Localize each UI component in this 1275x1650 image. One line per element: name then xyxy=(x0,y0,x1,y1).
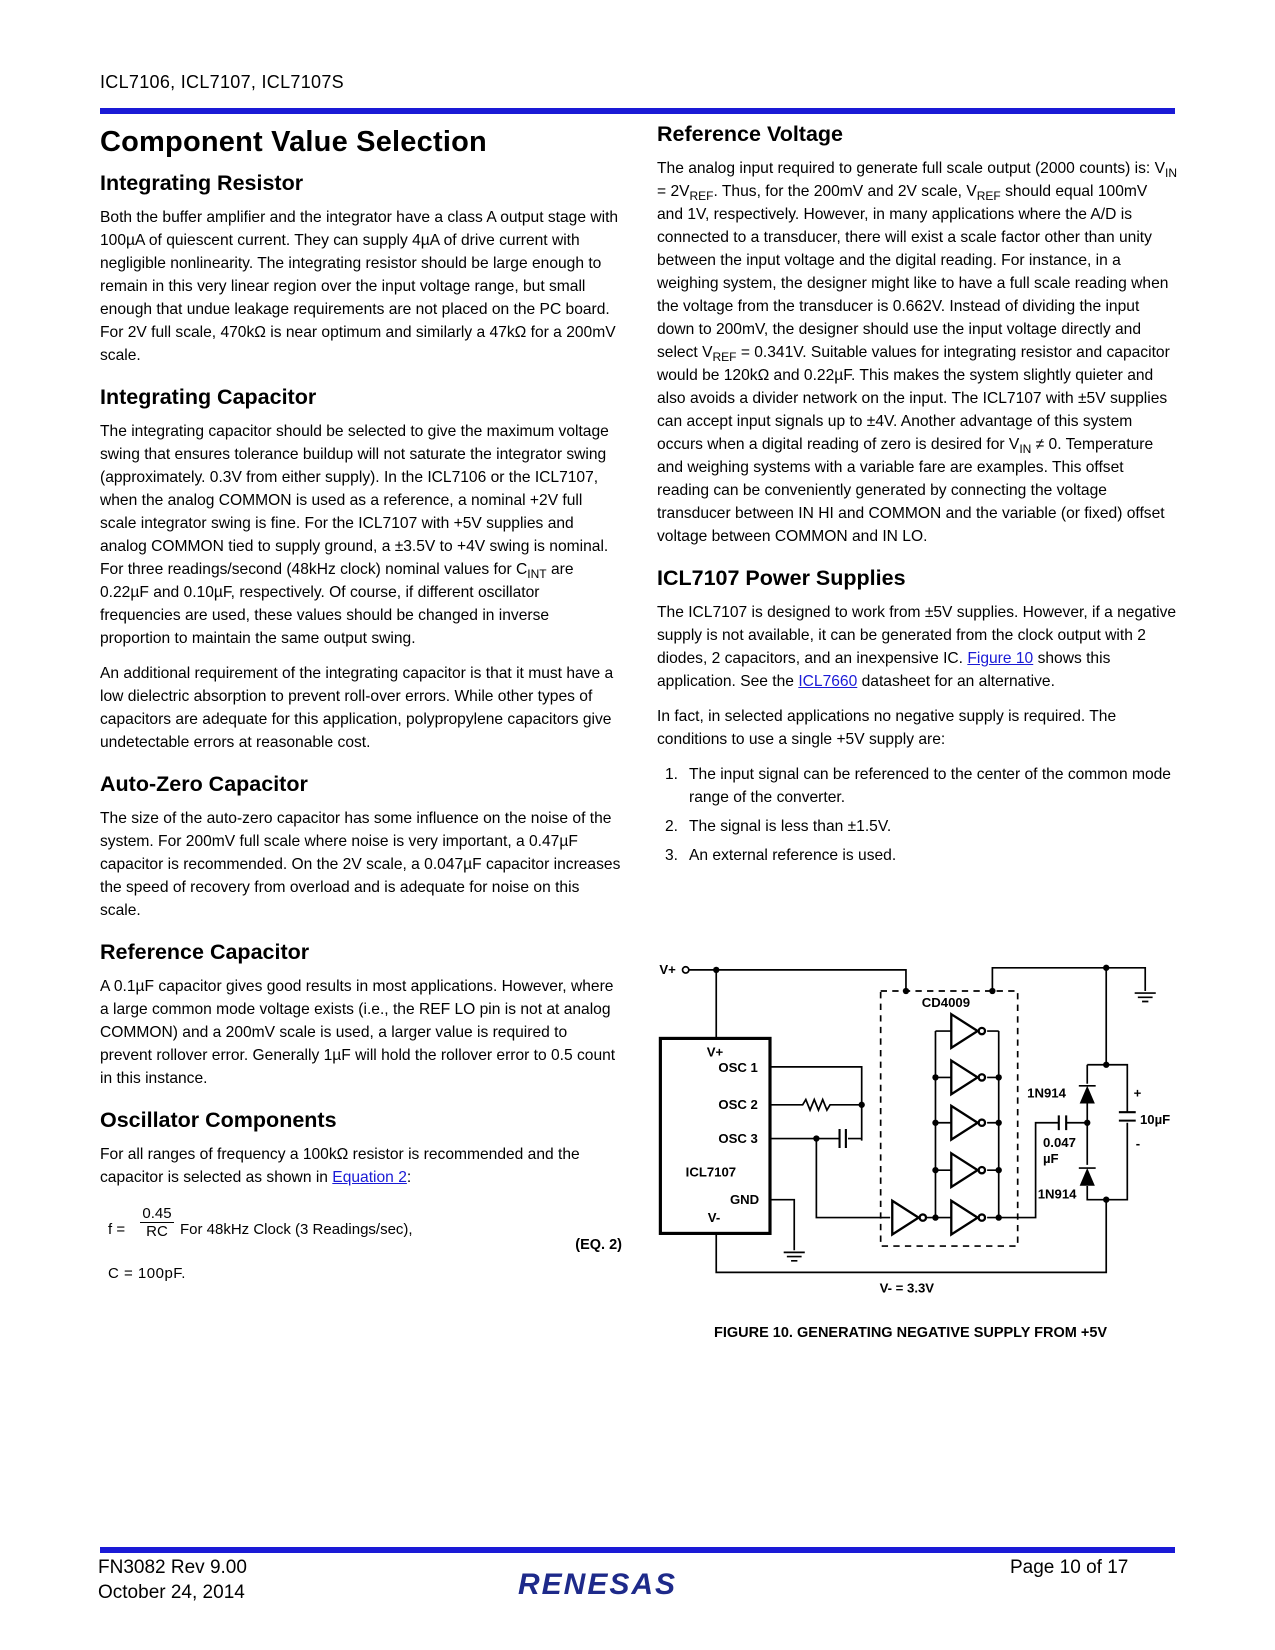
subscript: REF xyxy=(689,189,714,203)
doc-date: October 24, 2014 xyxy=(98,1582,245,1603)
text: shows this application. See the xyxy=(657,650,1111,690)
section-heading: Integrating Capacitor xyxy=(100,385,317,409)
text: = 2V xyxy=(657,183,690,200)
wires xyxy=(660,967,1155,1273)
figure-10-circuit xyxy=(653,954,1180,1302)
section-reference-voltage xyxy=(657,122,1177,548)
section-heading: Integrating Resistor xyxy=(100,171,304,195)
running-header: ICL7106, ICL7107, ICL7107S xyxy=(100,72,344,92)
denominator: RC xyxy=(146,1223,168,1240)
equation-2 xyxy=(100,1201,622,1281)
icl7660-link[interactable]: ICL7660 xyxy=(798,673,858,690)
text: : xyxy=(406,1169,412,1186)
label-vminus-out: V- = 3.3V xyxy=(879,1280,935,1296)
label-ic-vplus: V+ xyxy=(706,1044,724,1060)
section-integrating-capacitor xyxy=(100,385,622,754)
text: The integrating capacitor should be selected to give the maximum voltage swing that ensures tolerance buildup will not saturate the integrator swing (approximately. 0.3V from either supply). In the ICL7106 or the ICL7107, when the analog COMMON is used as a reference, a nominal +2V full scale integrator swing is fine. For the ICL7107 with +5V supplies and analog COMMON tied to supply ground, a ±3.5V to +4V swing is nominal. For three readings/second (48kHz clock) nominal values for C xyxy=(100,423,609,578)
text: datasheet for an alternative. xyxy=(857,673,1055,690)
paragraph: In fact, in selected applications no negative supply is required. The conditions to use a single +5V supply are: xyxy=(657,708,1117,748)
page-number: Page 10 of 17 xyxy=(1010,1557,1129,1578)
eq-number: (EQ. 2) xyxy=(575,1237,622,1253)
label-osc2: OSC 2 xyxy=(718,1097,758,1113)
list-item xyxy=(665,763,1177,809)
subscript: REF xyxy=(712,350,737,364)
footer-rule xyxy=(100,1547,1175,1553)
subscript: IN xyxy=(1165,166,1177,180)
section-heading: ICL7107 Power Supplies xyxy=(657,566,906,590)
paragraph xyxy=(100,1143,622,1189)
text: should equal 100mV and 1V, respectively. However, in many applications where the A/D is connected to a transducer, there will exist a scale factor other than unity between the input voltage and the digital reading. For instance, in a weighing system, the designer might like to have a full scale reading when the voltage from the transducer is 0.662V. Instead of dividing the input down to 200mV, the designer should use the input voltage directly and select V xyxy=(657,183,1169,361)
paragraph: A 0.1µF capacitor gives good results in most applications. However, where a large common mode voltage exists (i.e., the REF LO pin is not at analog COMMON) and a 200mV scale is used, a larger value is required to prevent rollover error. Generally 1µF will hold the rollover error to 0.5 count in this instance. xyxy=(100,978,616,1087)
section-integrating-resistor xyxy=(100,171,622,367)
paragraph: Both the buffer amplifier and the integrator have a class A output stage with 100µA of quiescent current. They can supply 4µA of drive current with negligible nonlinearity. The integrating resistor should be large enough to remain in this very linear region over the input voltage range, but small enough that undue leakage requirements are not placed on the PC board. For 2V full scale, 470kΩ is near optimum and similarly a 47kΩ for a 200mV scale. xyxy=(100,209,619,364)
inverters xyxy=(892,1014,985,1234)
text: ≠ 0. Temperature and weighing systems with a variable fare are examples. This offset reading can be conveniently generated by connecting the voltage transducer between IN HI and COMMON and the variable (or fixed) offset voltage between COMMON and IN LO. xyxy=(657,436,1165,545)
label-vplus: V+ xyxy=(659,962,676,978)
renesas-logo: RENESAS xyxy=(518,1568,678,1601)
label-diode-2: 1N914 xyxy=(1037,1186,1077,1202)
label-cap-10uf: 10µF xyxy=(1139,1111,1171,1127)
doc-number: FN3082 Rev 9.00 xyxy=(98,1557,247,1578)
list-text: The signal is less than ±1.5V. xyxy=(689,818,892,835)
section-heading: Auto-Zero Capacitor xyxy=(100,772,308,796)
section-heading: Oscillator Components xyxy=(100,1108,337,1132)
text: The ICL7107 is designed to work from ±5V supplies. However, if a negative supply is not available, it can be generated from the clock output with 2 diodes, 2 capacitors, and an inexpensive IC. xyxy=(657,604,1177,667)
fraction xyxy=(140,1205,174,1240)
text: are 0.22µF and 0.10µF, respectively. Of course, if different oscillator frequencies are used, these values should be changed in inverse proportion to maintain the same output swing. xyxy=(100,561,574,647)
list-number: 3. xyxy=(665,847,679,864)
left-column xyxy=(100,122,622,1299)
list-number: 2. xyxy=(665,818,679,835)
paragraph: The size of the auto-zero capacitor has some influence on the noise of the system. For 200mV full scale where noise is very important, a 0.47µF capacitor is recommended. On the 2V scale, a 0.047µF capacitor increases the speed of recovery from overload and is adequate for noise on this scale. xyxy=(100,810,621,919)
label-ic-vminus: V- xyxy=(707,1209,721,1225)
section-heading: Reference Capacitor xyxy=(100,940,310,964)
label-plus: + xyxy=(1133,1085,1142,1101)
conditions-list xyxy=(665,763,1177,867)
label-minus: - xyxy=(1135,1136,1141,1152)
section-auto-zero-capacitor xyxy=(100,772,622,922)
subscript: INT xyxy=(527,567,547,581)
text: The analog input required to generate full scale output (2000 counts) is: V xyxy=(657,160,1165,177)
label-ic-name: ICL7107 xyxy=(685,1164,737,1180)
equation-2-link[interactable]: Equation 2 xyxy=(332,1169,407,1186)
numerator: 0.45 xyxy=(140,1205,174,1223)
section-power-supplies xyxy=(657,566,1177,867)
label-cd4009: CD4009 xyxy=(921,994,971,1010)
eq-condition: For 48kHz Clock (3 Readings/sec), xyxy=(180,1221,413,1238)
list-item xyxy=(665,844,1177,867)
section-reference-capacitor xyxy=(100,940,622,1090)
figure-caption: FIGURE 10. GENERATING NEGATIVE SUPPLY FROM +5V xyxy=(714,1325,1108,1341)
list-text: An external reference is used. xyxy=(689,847,897,864)
text: . Thus, for the 200mV and 2V scale, V xyxy=(713,183,977,200)
subscript: IN xyxy=(1019,442,1032,456)
list-number: 1. xyxy=(665,766,679,783)
eq-lhs: f = xyxy=(108,1221,126,1238)
label-diode-1: 1N914 xyxy=(1027,1085,1066,1101)
section-oscillator-components xyxy=(100,1108,622,1281)
page-title: Component Value Selection xyxy=(100,126,487,158)
section-heading: Reference Voltage xyxy=(657,122,844,146)
paragraph: An additional requirement of the integrating capacitor is that it must have a low dielectric absorption to prevent roll-over errors. While other types of capacitors are adequate for this application, polypropylene capacitors give undetectable errors at reasonable cost. xyxy=(100,665,614,751)
paragraph xyxy=(100,420,622,650)
list-text: The input signal can be referenced to the center of the common mode range of the converter. xyxy=(689,766,1171,806)
list-item xyxy=(665,815,1177,838)
eq-capacitor: C = 100pF. xyxy=(108,1265,186,1282)
text: = 0.341V. Suitable values for integrating resistor and capacitor would be 120kΩ and 0.22µF. This makes the system slightly quieter and also avoids a divider network on the input. The ICL7107 with ±5V supplies can accept input signals up to ±4V. Another advantage of this system occurs when a digital reading of zero is desired for V xyxy=(657,344,1170,453)
label-cap-unit: µF xyxy=(1042,1150,1059,1166)
label-cap-0047: 0.047 xyxy=(1042,1134,1076,1150)
label-gnd: GND xyxy=(729,1191,760,1207)
paragraph xyxy=(657,157,1177,548)
right-column xyxy=(657,122,1177,885)
label-osc3: OSC 3 xyxy=(718,1130,758,1146)
figure-10-link[interactable]: Figure 10 xyxy=(967,650,1034,667)
label-osc1: OSC 1 xyxy=(718,1060,758,1076)
header-rule xyxy=(100,108,1175,114)
text: For all ranges of frequency a 100kΩ resistor is recommended and the capacitor is selected as shown in xyxy=(100,1146,580,1186)
paragraph xyxy=(657,601,1177,693)
subscript: REF xyxy=(976,189,1001,203)
